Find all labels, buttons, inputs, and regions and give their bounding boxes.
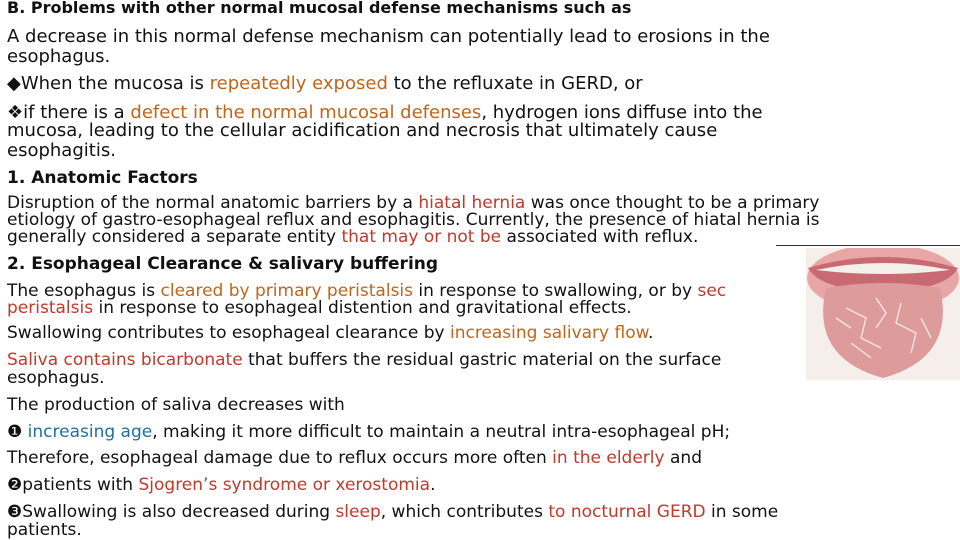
title: B. Problems with other normal mucosal defense mechanisms such as	[7, 0, 632, 17]
section-2-line-3: Swallowing contributes to esophageal clearance by increasing salivary flow.	[7, 323, 654, 343]
item-3: ❸Swallowing is also decreased during sleep, which contributes to nocturnal GERD in some	[7, 502, 779, 522]
diamond-bullet-icon: ◆	[7, 73, 21, 94]
section-2-line-1: The esophagus is cleared by primary peristalsis in response to swallowing, or by sec	[7, 281, 727, 301]
section-2-line-6: The production of saliva decreases with	[7, 395, 345, 415]
dry-tongue-photo	[806, 248, 960, 380]
intro-line-1: A decrease in this normal defense mechanism can potentially lead to erosions in the	[7, 26, 770, 47]
divider	[776, 245, 960, 246]
number-three-icon: ❸	[7, 502, 23, 522]
item-1-line-2: Therefore, esophageal damage due to reflux occurs more often in the elderly and	[7, 448, 702, 468]
bullet-2-line-2: mucosa, leading to the cellular acidification and necrosis that ultimately cause	[7, 120, 718, 141]
bullet-2-line-3: esophagitis.	[7, 140, 116, 161]
section-1-heading: 1. Anatomic Factors	[7, 168, 198, 188]
item-1: ❶ increasing age, making it more difficult to maintain a neutral intra-esophageal pH;	[7, 422, 731, 442]
item-2: ❷patients with Sjogren’s syndrome or xerostomia.	[7, 475, 436, 495]
section-2-line-5: esophagus.	[7, 368, 105, 388]
intro-line-2: esophagus.	[7, 46, 111, 67]
number-two-icon: ❷	[7, 475, 23, 495]
section-1-line-1: Disruption of the normal anatomic barriers by a hiatal hernia was once thought to be a primary	[7, 193, 820, 213]
section-2-heading: 2. Esophageal Clearance & salivary buffering	[7, 254, 439, 274]
bullet-1: ◆When the mucosa is repeatedly exposed to the refluxate in GERD, or	[7, 73, 643, 94]
section-2-line-4: Saliva contains bicarbonate that buffers the residual gastric material on the surface	[7, 350, 722, 370]
section-1-line-3: generally considered a separate entity that may or not be associated with reflux.	[7, 227, 699, 247]
bullet-2: ❖if there is a defect in the normal mucosal defenses, hydrogen ions diffuse into the	[7, 102, 763, 123]
section-1-line-2: etiology of gastro-esophageal reflux and esophagitis. Currently, the presence of hiatal hernia is	[7, 210, 820, 230]
section-2-line-2: peristalsis in response to esophageal distention and gravitational effects.	[7, 298, 632, 318]
item-3-line-2: patients.	[7, 520, 82, 540]
checkmark-bullet-icon: ❖	[7, 102, 24, 123]
number-one-icon: ❶	[7, 422, 23, 442]
